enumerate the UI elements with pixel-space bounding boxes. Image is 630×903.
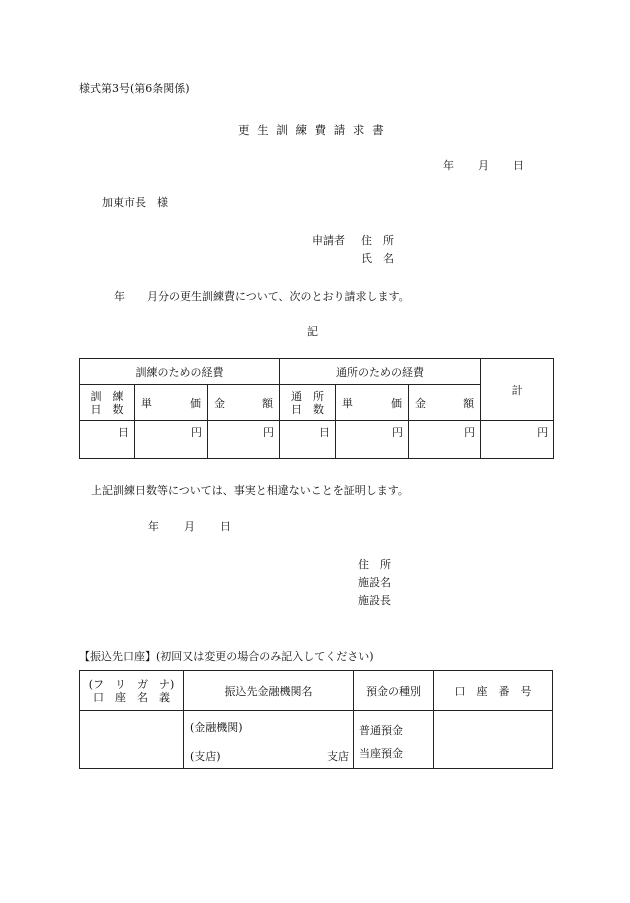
deposit-type-header: 預金の種別: [354, 671, 434, 711]
date-year: 年: [443, 159, 454, 172]
training-days-line1: 訓 練: [90, 389, 124, 403]
amount-char-b: 額: [262, 396, 274, 410]
furigana-label: (フ リ ガ ナ): [88, 677, 175, 691]
amount-char-b: 額: [463, 396, 475, 410]
unit-price-char-b: 価: [391, 396, 403, 410]
account-number-header: 口 座 番 号: [434, 671, 553, 711]
deposit-type-cell[interactable]: [354, 711, 434, 769]
commute-amount-cell[interactable]: [409, 421, 481, 459]
ki-label: 記: [307, 325, 318, 338]
commute-unit-price-cell[interactable]: [336, 421, 409, 459]
addressee: 加東市長 様: [102, 196, 168, 209]
training-days-header: [80, 385, 135, 421]
current-deposit-option[interactable]: 当座預金: [359, 747, 403, 760]
bank-name-header: 振込先金融機関名: [184, 671, 354, 711]
request-text: 月分の更生訓練費について、次のとおり請求します。: [147, 290, 410, 303]
facility-head-label: 施設長: [358, 594, 391, 607]
date-month: 月: [478, 159, 489, 172]
expense-table: [79, 358, 554, 459]
account-name-cell[interactable]: [80, 711, 184, 769]
certify-date-year: 年: [148, 520, 159, 533]
facility-name-label: 施設名: [358, 576, 391, 589]
training-expense-header: 訓練のための経費: [80, 359, 280, 385]
training-amount-cell[interactable]: [208, 421, 280, 459]
account-name-header: [80, 671, 184, 711]
form-number-label: 様式第3号(第6条関係): [79, 82, 190, 95]
training-unit-price-header: [135, 385, 208, 421]
ordinary-deposit-option[interactable]: 普通預金: [359, 724, 403, 737]
request-year: 年: [114, 290, 125, 303]
bank-account-table: [79, 670, 553, 769]
applicant-name-label: 氏 名: [361, 252, 394, 265]
training-days-line2: 日 数: [90, 402, 124, 416]
bank-label: (金融機関): [190, 721, 243, 734]
yen-unit: 円: [392, 426, 404, 439]
unit-price-char-a: 単: [342, 396, 354, 410]
commute-days-line1: 通 所: [291, 389, 325, 403]
commute-days-header: [280, 385, 336, 421]
amount-char-a: 金: [415, 396, 427, 410]
training-amount-header: [208, 385, 280, 421]
commute-days-cell[interactable]: [280, 421, 336, 459]
commute-expense-header: 通所のための経費: [280, 359, 481, 385]
commute-days-line2: 日 数: [291, 402, 325, 416]
bank-section-title: 【振込先口座】(初回又は変更の場合のみ記入してください): [79, 650, 374, 663]
unit-price-char-b: 価: [190, 396, 201, 410]
yen-unit: 円: [263, 426, 275, 439]
applicant-address-label: 住 所: [361, 234, 394, 247]
document-title: 更 生 訓 練 費 請 求 書: [238, 123, 386, 137]
certify-date-month: 月: [184, 520, 195, 533]
certification-text: 上記訓練日数等については、事実と相違ないことを証明します。: [91, 484, 409, 497]
yen-unit: 円: [464, 426, 476, 439]
branch-label: (支店): [190, 750, 221, 763]
bank-name-cell[interactable]: [184, 711, 354, 769]
date-day: 日: [513, 159, 524, 172]
day-unit: 日: [319, 426, 331, 439]
account-number-cell[interactable]: [434, 711, 553, 769]
certify-date-day: 日: [220, 520, 231, 533]
total-header: 計: [481, 359, 554, 421]
training-unit-price-cell[interactable]: [135, 421, 208, 459]
total-cell[interactable]: [481, 421, 554, 459]
account-name-label: 口 座 名 義: [93, 690, 170, 704]
yen-unit: 円: [537, 426, 549, 439]
amount-char-a: 金: [214, 396, 225, 410]
commute-unit-price-header: [336, 385, 409, 421]
unit-price-char-a: 単: [141, 396, 152, 410]
branch-suffix: 支店: [327, 750, 349, 763]
yen-unit: 円: [191, 426, 202, 439]
day-unit: 日: [118, 426, 129, 439]
commute-amount-header: [409, 385, 481, 421]
training-days-cell[interactable]: [80, 421, 135, 459]
facility-address-label: 住 所: [358, 558, 391, 571]
applicant-label: 申請者: [312, 234, 345, 247]
